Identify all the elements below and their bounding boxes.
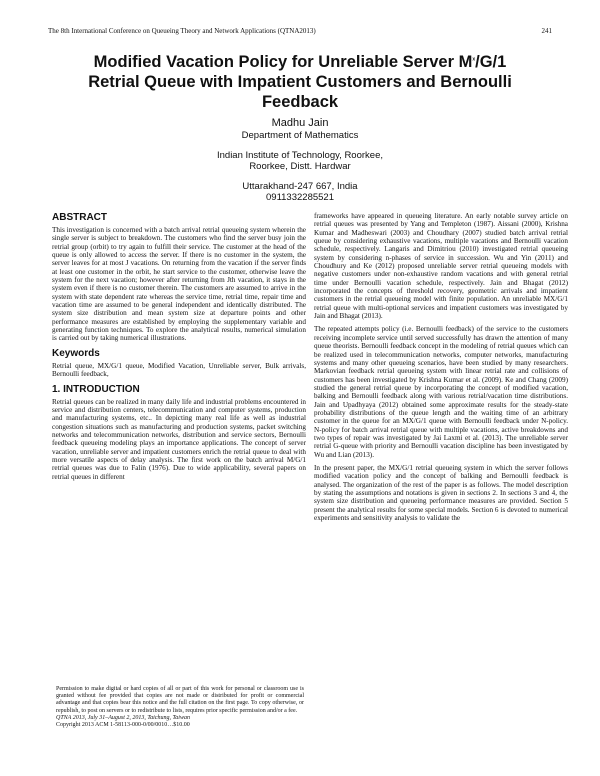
- left-column: [52, 212, 306, 486]
- author-name: Madhu Jain: [271, 117, 329, 129]
- page-number: 241: [541, 27, 552, 35]
- title-line3: Feedback: [261, 93, 339, 111]
- right-column: [314, 212, 568, 527]
- introduction-section: [52, 384, 306, 481]
- running-header: [48, 27, 552, 35]
- affiliation-state: Uttarakhand-247 667, India: [242, 180, 358, 192]
- title-line1-end: /G/1: [475, 53, 507, 71]
- conference-name: The 8th International Conference on Queueing Theory and Network Applications (QTNA2013): [48, 27, 316, 35]
- title-line1: Modified Vacation Policy for Unreliable Server M: [93, 53, 473, 71]
- permission-copyright: Copyright 2013 ACM 1-58113-000-0/00/0010…$10.00: [56, 722, 190, 729]
- author-block: [0, 116, 600, 204]
- right-paragraph-1: frameworks have appeared in queueing literature. An early notable survey article on retrial queues was presented by Yang and Templeton (1987). Aissani (2000), Krishna Kumar and Madheswari (2003) and Choudhary (2007) studied batch arrival retrial queue by considering exhaustive vacations, multiple vacations and Bernoulli vacation schedule, respectively. Langaris and Dimitriou (2010) investigated retrial queueing system by considering n-phases of service in succession. Wu and Yin (2011) and Choudhury and Ke (2012) proposed unreliable server retrial queueing models with negative customers under non-exhaustive random vacations and with general retrial time under Bernoulli vacation schedule, respectively. Jain and Bhagat (2012) incorporated the concepts of threshold recovery, geometric arrivals and impatient customers in the retrial queueing model with finite population. An unreliable MX/G/1 retrial queue with multi-optional services and impatient customers was investigated by Jain and Bhagat (2013).: [314, 212, 568, 321]
- introduction-text: Retrial queues can be realized in many daily life and industrial problems encountered in service and distribution centers, telecommunication and computer systems, production and manufacturing systems, etc.. In depicting many real life as well as industrial congestion situations such as manufacturing and production systems, packet switching networks and telecommunication networks, distribution and service sectors, Bernoulli feedback queueing modeling plays an importance applications. The concept of server vacation, unreliable server and impatient customers enrich the retrial queue to deal with more versatile aspects of delay analysis. The first work on the batch arrival M/G/1 retrial queues was due to Falin (1976). Due to wide applicability, several papers on retrial queues in different: [52, 397, 306, 481]
- affiliation-dept: Department of Mathematics: [241, 130, 359, 141]
- abstract-text: This investigation is concerned with a batch arrival retrial queueing system wherein the single server is subject to breakdown. The customers who find the server busy join the retrial group (orbit) to try again to fulfill their service. The customer at the head of the queue is only allowed to access the server. If there is no customer in the system, the server leaves for at most J vacations. On returning from the vacation if the server finds at least one customer in the orbit, he start service to the customer, otherwise leave the system for the next vacation; however after returning from Jth vacation, it stays in the system even if there is no customer therein. The customers are assumed to arrive in the system with state dependent rate whereas the service time, retrial time, repair time and vacation time are assumed to be general independent and identically distributed. The system size distribution and mean system size at departure points and other performance measures are established by employing the supplementary variable and generating function techniques. To explore the analytical results, numerical simulation is carried out by taking numerical illustrations.: [52, 226, 306, 343]
- keywords-text: Retrial queue, MX/G/1 queue, Modified Vacation, Unreliable server, Bulk arrivals, Bernoulli feedback,: [52, 361, 306, 379]
- abstract-heading: ABSTRACT: [52, 212, 107, 223]
- affiliation-city: Roorkee, Distt. Hardwar: [249, 161, 351, 172]
- affiliation-institute: Indian Institute of Technology, Roorkee,: [216, 149, 383, 161]
- permission-venue: QTNA 2013, July 31–August 2, 2013, Taichung, Taiwan: [56, 714, 190, 721]
- introduction-heading: 1. INTRODUCTION: [52, 383, 140, 395]
- title-line2: Retrial Queue with Impatient Customers and Bernoulli: [88, 73, 512, 91]
- right-paragraph-2: The repeated attempts policy (i.e. Bernoulli feedback) of the service to the customers receiving incomplete service until served successfully has drawn the attention of many queue theorists. Bernoulli feedback concept in the modeling of retrial queues which can be realized used in telecommunication networks, computer networks, manufacturing systems and many other queueing scenarios, have been studied by many researchers. Markovian feedback retrial queueing system with linear retrial rate and collisions of customers has been investigated by Krishna Kumar et al. (2009). Ke and Chang (2009) studied the general retrial queue by incorporating the concept of modified vacation, balking and Bernoulli feedback along with various retrial/vacation time distributions. Jain and Upadhyaya (2012) obtained some approximate results for the steady-state probability distributions of the queue length and the waiting time of an arbitrary customer in the queue for an MX/G/1 queue with Bernoulli feedback under N-policy. N-policy for batch arrival retrial queue with multiple vacations, active breakdowns and two types of repair was investigated by Jai Laxmi et al. (2013). The unreliable server retrial G-queue with priority and Bernoulli vacation discipline has been investigated by Wu and Lian (2013).: [314, 325, 568, 459]
- author-phone: 0911332285521: [266, 192, 334, 203]
- permission-text: Permission to make digital or hard copies of all or part of this work for personal or classroom use is granted without fee provided that copies are not made or distributed for profit or commercial advantage and that copies bear this notice and the full citation on the first page. To copy otherwise, or republish, to post on servers or to redistribute to lists, requires prior specific permission and/or a fee.: [56, 686, 304, 714]
- right-paragraph-3: In the present paper, the MX/G/1 retrial queueing system in which the server follows modified vacation policy and the concept of balking and Bernoulli feedback is analysed. The organization of the rest of the paper is as follows. The model description by stating the assumptions and notations is given in sections 2. In sections 3 and 4, the system size distribution and queueing performance measures are provided. Section 5 present the analytical results for some special models. Section 6 is devoted to numerical experiments and sensitivity analysis to validate the: [314, 463, 568, 523]
- permission-notice: [56, 686, 304, 729]
- keywords-section: [52, 348, 306, 379]
- keywords-heading: Keywords: [52, 347, 100, 359]
- paper-title: [60, 52, 540, 112]
- title-superscript: x: [472, 56, 476, 63]
